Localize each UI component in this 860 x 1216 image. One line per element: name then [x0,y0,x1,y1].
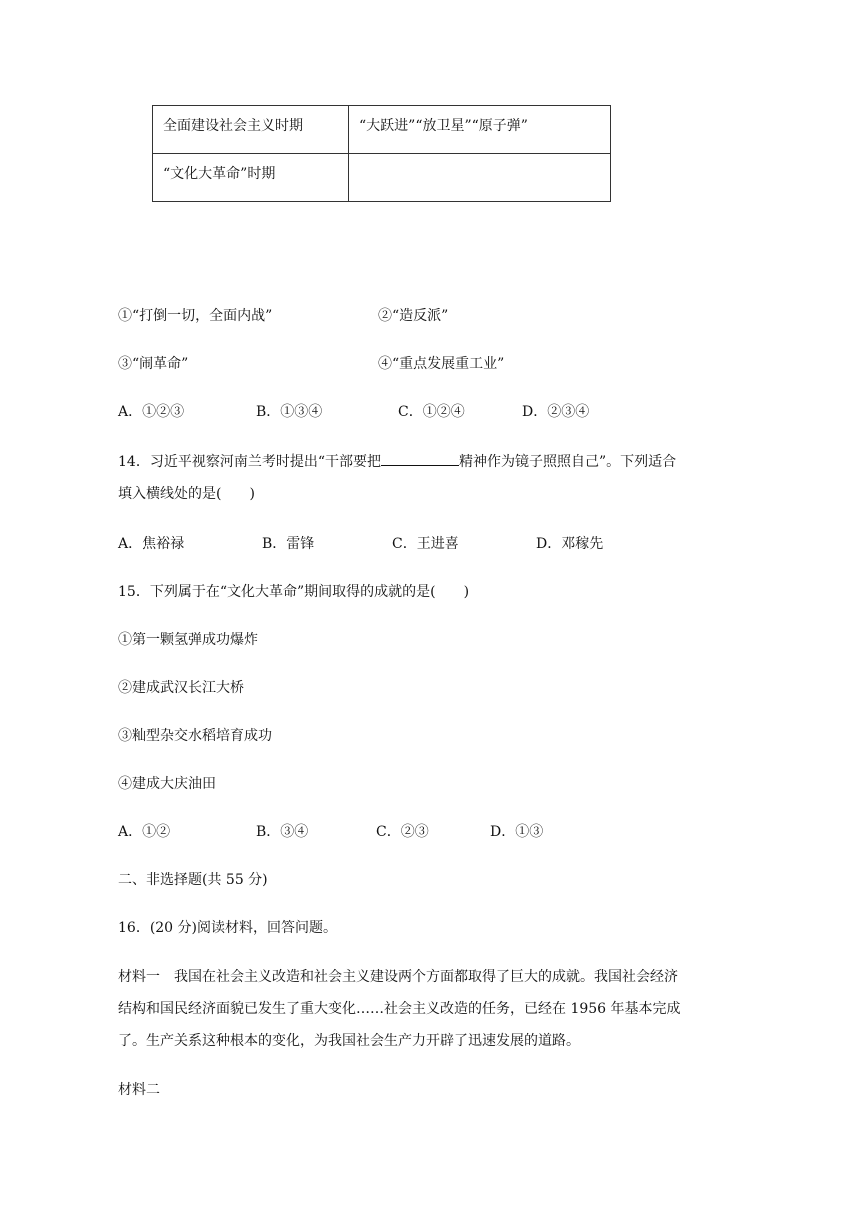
table-row [153,154,611,202]
q15-option-b: B．③④ [256,824,309,840]
q15-item-1: ①第一颗氢弹成功爆炸 [118,632,258,648]
q15-item-4: ④建成大庆油田 [118,776,216,792]
table-cell-period: 全面建设社会主义时期 [153,106,349,154]
q15-item-3: ③籼型杂交水稻培育成功 [118,728,272,744]
q14-stem-line1 [118,451,676,473]
q13-option-a: A．①②③ [118,404,185,420]
q15-option-a: A．①② [118,824,171,840]
q14-option-c: C．王进喜 [392,536,459,552]
table-row [153,106,611,154]
q13-option-c: C．①②④ [398,404,465,420]
material2-label: 材料二 [118,1082,160,1098]
q15-stem: 15．下列属于在“文化大革命”期间取得的成就的是( ) [118,584,470,600]
q15-item-2: ②建成武汉长江大桥 [118,680,244,696]
q14-stem-after: 精神作为镜子照照自己”。下列适合 [458,454,677,470]
period-table [152,105,611,202]
q15-option-c: C．②③ [376,824,429,840]
q13-option-d: D．②③④ [522,404,590,420]
table-cell-items: “大跃进”“放卫星”“原子弹” [349,106,611,154]
q14-option-a: A．焦裕禄 [118,536,185,552]
q13-option-b: B．①③④ [256,404,323,420]
statement-1: ①“打倒一切，全面内战” [118,308,273,324]
q14-option-b: B．雷锋 [262,536,315,552]
q14-option-d: D．邓稼先 [536,536,604,552]
material1-line3: 了。生产关系这种根本的变化，为我国社会生产力开辟了迅速发展的道路。 [118,1033,580,1049]
q16-stem: 16．(20 分)阅读材料，回答问题。 [118,920,338,936]
table-cell-items [349,154,611,202]
statement-3: ③“闹革命” [118,356,189,372]
q14-stem-before: 14．习近平视察河南兰考时提出“干部要把 [118,454,381,470]
section-title: 二、非选择题(共 55 分) [118,872,268,888]
answer-blank [381,451,459,466]
statement-4: ④“重点发展重工业” [378,356,505,372]
material1-line1: 材料一 我国在社会主义改造和社会主义建设两个方面都取得了巨大的成就。我国社会经济 [118,969,678,985]
material1-line2: 结构和国民经济面貌已发生了重大变化……社会主义改造的任务，已经在 1956 年基本完成 [118,1001,681,1017]
q14-stem-line2: 填入横线处的是( ) [118,486,255,502]
table-cell-period: “文化大革命”时期 [153,154,349,202]
q15-option-d: D．①③ [490,824,544,840]
statement-2: ②“造反派” [378,308,449,324]
